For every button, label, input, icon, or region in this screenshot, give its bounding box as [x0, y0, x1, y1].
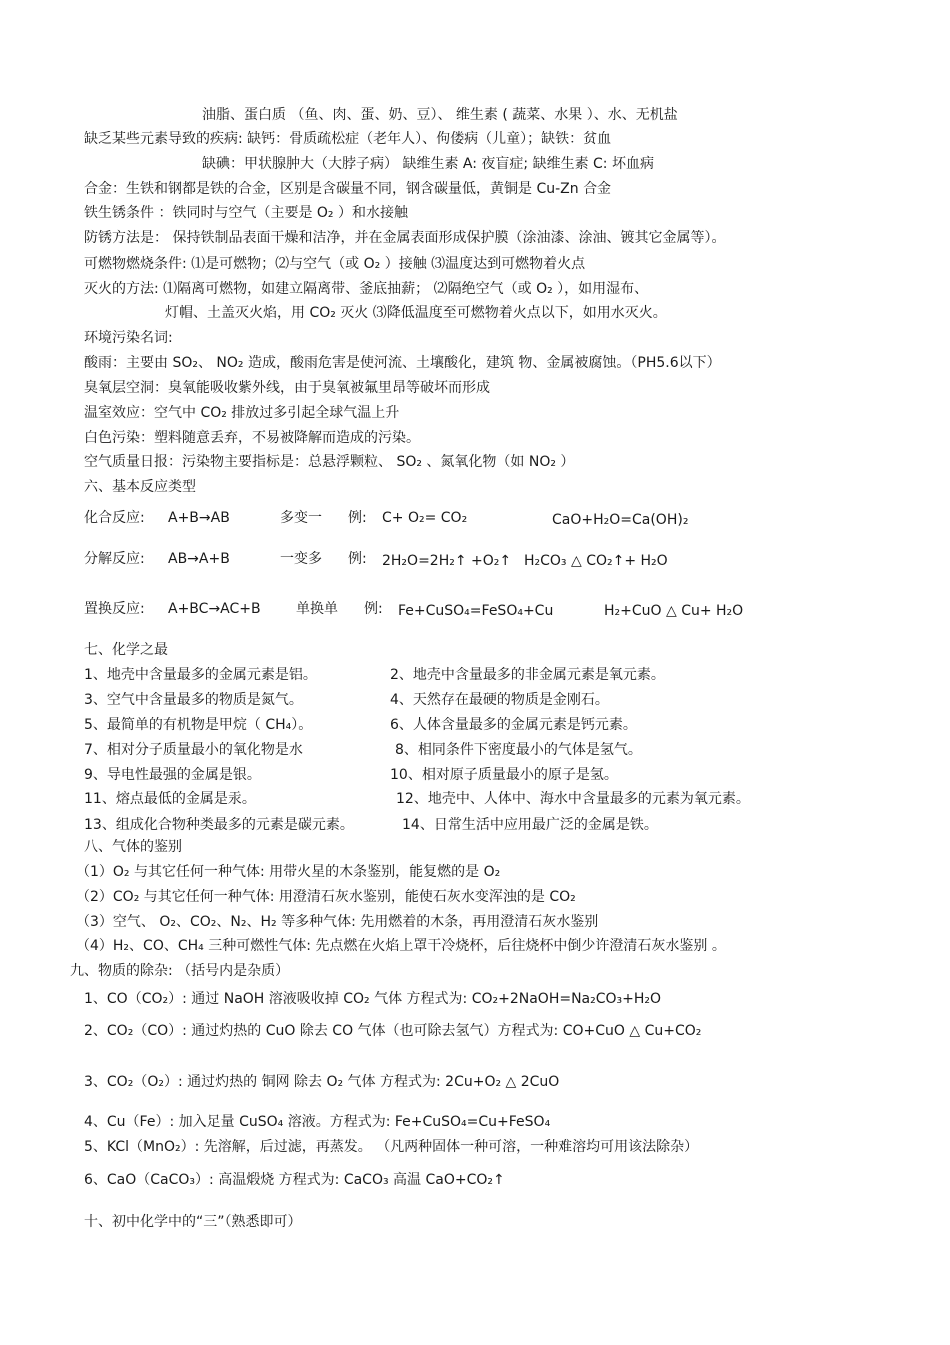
example-label: 例:	[348, 551, 367, 567]
purify-item: 6、CaO（CaCO₃）: 高温煅烧 方程式为: CaCO₃ 高温 CaO+CO₂↑	[84, 1172, 505, 1188]
example-label: 例:	[348, 510, 367, 526]
section-title: 七、化学之最	[84, 642, 168, 658]
text-line: 防锈方法是： 保持铁制品表面干燥和洁净，并在金属表面形成保护膜（涂油漆、涂油、镀其它金属等）。	[84, 230, 726, 246]
text-line: 铁生锈条件 ：铁同时与空气（主要是 O₂ ）和水接触	[84, 205, 408, 221]
reaction-name: 分解反应:	[84, 551, 145, 567]
text-line: 臭氧层空洞：臭氧能吸收紫外线，由于臭氧被氟里昂等破坏而形成	[84, 380, 490, 396]
reaction-rule: 多变一	[280, 510, 322, 526]
text-line: 空气质量日报：污染物主要指标是：总悬浮颗粒、 SO₂ 、氮氧化物（如 NO₂ ）	[84, 454, 575, 470]
reaction-name: 置换反应:	[84, 601, 145, 617]
superlative-item: 10、相对原子质量最小的原子是氢。	[390, 767, 618, 783]
example-equation: CaO+H₂O=Ca(OH)₂	[552, 512, 689, 528]
gas-id-item: （4）H₂、CO、CH₄ 三种可燃性气体: 先点燃在火焰上罩干冷烧杯，后往烧杯中倒少许澄清石灰水鉴别 。	[76, 938, 726, 954]
example-equation: Fe+CuSO₄=FeSO₄+Cu	[398, 603, 554, 619]
superlative-item: 6、人体含量最多的金属元素是钙元素。	[390, 717, 637, 733]
superlative-item: 11、熔点最低的金属是汞。	[84, 791, 256, 807]
superlative-item: 7、相对分子质量最小的氧化物是水	[84, 742, 303, 758]
reaction-formula: AB→A+B	[168, 551, 230, 567]
text-line: 环境污染名词:	[84, 330, 173, 346]
section-title: 十、初中化学中的“三”（熟悉即可）	[84, 1214, 302, 1230]
purify-item: 2、CO₂（CO）: 通过灼热的 CuO 除去 CO 气体（也可除去氢气）方程式为: CO+CuO △ Cu+CO₂	[84, 1023, 702, 1039]
reaction-formula: A+B→AB	[168, 510, 230, 526]
section-title: 八、气体的鉴别	[84, 839, 182, 855]
superlative-item: 4、天然存在最硬的物质是金刚石。	[390, 692, 609, 708]
purify-item: 1、CO（CO₂）: 通过 NaOH 溶液吸收掉 CO₂ 气体 方程式为: CO₂+2NaOH=Na₂CO₃+H₂O	[84, 991, 662, 1007]
superlative-item: 8、相同条件下密度最小的气体是氢气。	[395, 742, 642, 758]
purify-item: 5、KCl（MnO₂）: 先溶解，后过滤，再蒸发。 （凡两种固体一种可溶，一种难溶均可用该法除杂）	[84, 1139, 699, 1155]
text-line: 可燃物燃烧条件: ⑴是可燃物；⑵与空气（或 O₂ ）接触 ⑶温度达到可燃物着火点	[84, 256, 586, 272]
text-line: 缺碘：甲状腺肿大（大脖子病） 缺维生素 A: 夜盲症; 缺维生素 C: 坏血病	[202, 156, 654, 172]
example-equation: H₂+CuO △ Cu+ H₂O	[604, 603, 744, 619]
example-equation: C+ O₂= CO₂	[382, 510, 468, 526]
text-line: 酸雨：主要由 SO₂、 NO₂ 造成，酸雨危害是使河流、土壤酸化，建筑 物、金属被腐蚀。（PH5.6以下）	[84, 355, 721, 371]
text-line: 白色污染：塑料随意丢弃，不易被降解而造成的污染。	[84, 430, 420, 446]
superlative-item: 14、日常生活中应用最广泛的金属是铁。	[402, 817, 658, 833]
text-line: 缺乏某些元素导致的疾病: 缺钙：骨质疏松症（老年人）、佝偻病（儿童）；缺铁：贫血	[84, 131, 612, 147]
text-line: 灯帽、土盖灭火焰，用 CO₂ 灭火 ⑶降低温度至可燃物着火点以下，如用水灭火。	[165, 305, 667, 321]
gas-id-item: （3）空气、 O₂、CO₂、N₂、H₂ 等多种气体: 先用燃着的木条，再用澄清石灰水鉴别	[76, 914, 599, 930]
section-title: 六、基本反应类型	[84, 479, 196, 495]
gas-id-item: （2）CO₂ 与其它任何一种气体: 用澄清石灰水鉴别，能使石灰水变浑浊的是 CO₂	[76, 889, 576, 905]
section-title: 九、物质的除杂: （括号内是杂质）	[70, 963, 290, 979]
example-equation: H₂CO₃ △ CO₂↑+ H₂O	[524, 553, 668, 569]
superlative-item: 1、地壳中含量最多的金属元素是铝。	[84, 667, 317, 683]
superlative-item: 9、导电性最强的金属是银。	[84, 767, 261, 783]
purify-item: 3、CO₂（O₂）: 通过灼热的 铜网 除去 O₂ 气体 方程式为: 2Cu+O₂ △ 2CuO	[84, 1074, 560, 1090]
purify-item: 4、Cu（Fe）: 加入足量 CuSO₄ 溶液。方程式为: Fe+CuSO₄=Cu+FeSO₄	[84, 1114, 551, 1130]
gas-id-item: （1）O₂ 与其它任何一种气体: 用带火星的木条鉴别，能复燃的是 O₂	[76, 864, 501, 880]
text-line: 油脂、蛋白质 （鱼、肉、蛋、奶、豆）、 维生素 ( 蔬菜、水果 ）、水、无机盐	[202, 107, 678, 123]
superlative-item: 3、空气中含量最多的物质是氮气。	[84, 692, 303, 708]
text-line: 温室效应：空气中 CO₂ 排放过多引起全球气温上升	[84, 405, 400, 421]
superlative-item: 2、地壳中含量最多的非金属元素是氧元素。	[390, 667, 665, 683]
superlative-item: 13、组成化合物种类最多的元素是碳元素。	[84, 817, 354, 833]
example-equation: 2H₂O=2H₂↑ +O₂↑	[382, 553, 512, 569]
reaction-rule: 单换单	[296, 601, 338, 617]
superlative-item: 5、最简单的有机物是甲烷（ CH₄）。	[84, 717, 313, 733]
text-line: 灭火的方法: ⑴隔离可燃物，如建立隔离带、釜底抽薪； ⑵隔绝空气（或 O₂ ），如用湿布、	[84, 281, 649, 297]
text-line: 合金：生铁和钢都是铁的合金，区别是含碳量不同，钢含碳量低，黄铜是 Cu-Zn 合金	[84, 181, 612, 197]
reaction-rule: 一变多	[280, 551, 322, 567]
example-label: 例:	[364, 601, 383, 617]
reaction-formula: A+BC→AC+B	[168, 601, 261, 617]
superlative-item: 12、地壳中、人体中、海水中含量最多的元素为氧元素。	[396, 791, 750, 807]
reaction-name: 化合反应:	[84, 510, 145, 526]
